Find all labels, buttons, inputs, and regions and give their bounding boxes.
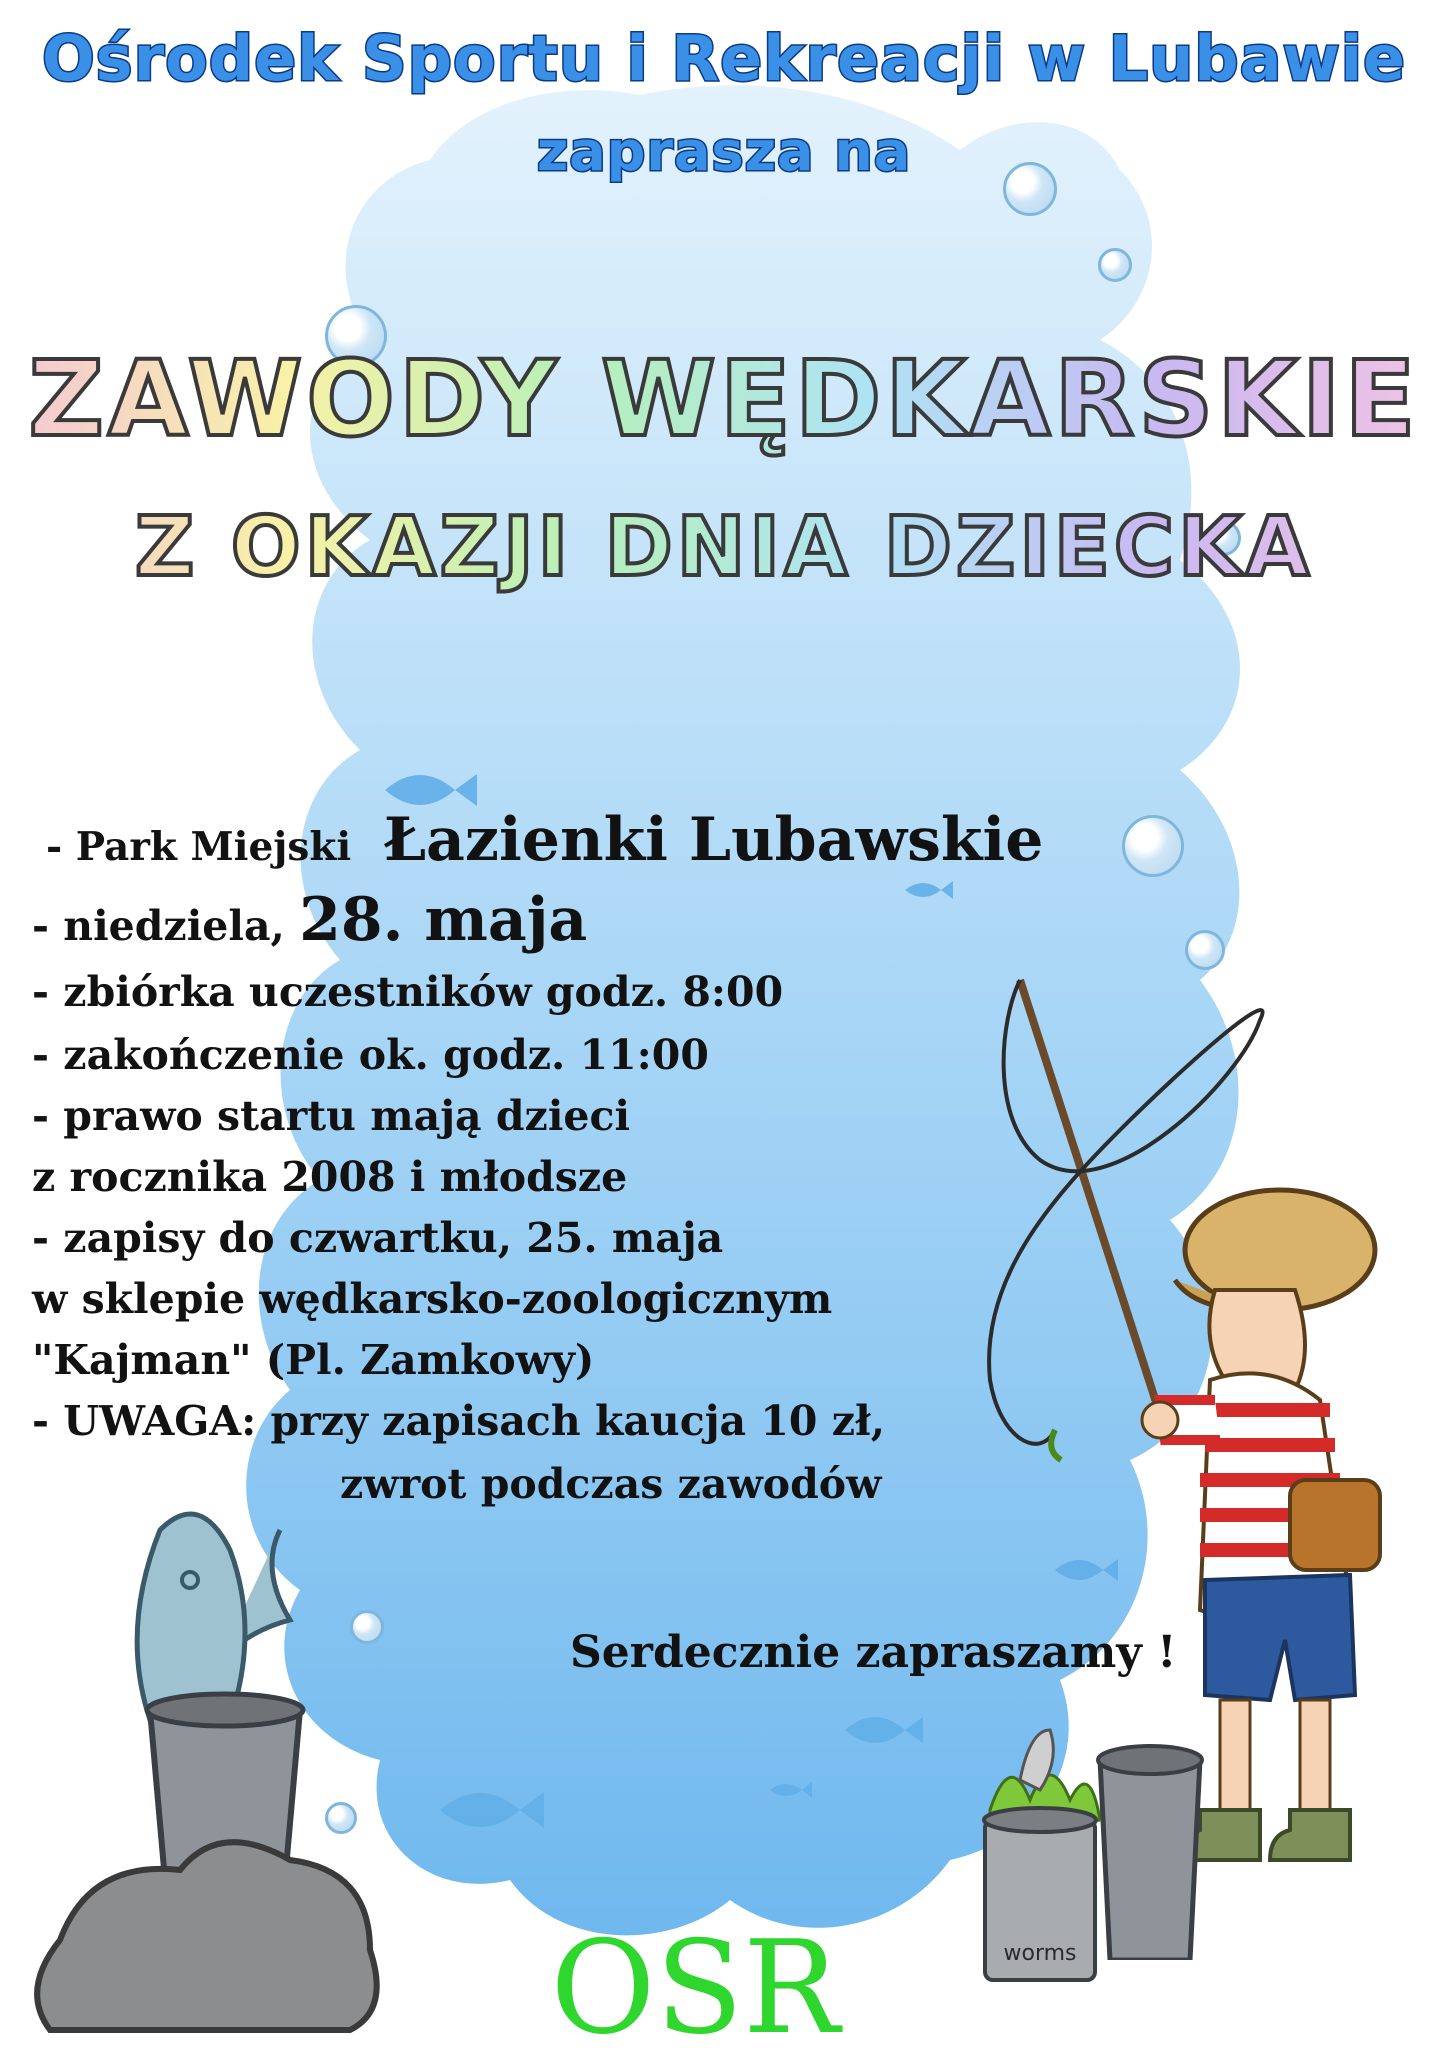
eligibility-line-1: - prawo startu mają dzieci [32, 1092, 631, 1140]
date-prefix: - niedziela, [32, 902, 285, 950]
location-line [46, 805, 1044, 875]
event-title: ZAWODY WĘDKARSKIE [0, 338, 1448, 460]
registration-line-1: - zapisy do czwartku, 25. maja [32, 1214, 724, 1262]
worms-can-illustration [960, 1720, 1130, 1990]
osr-logo-text: OSR [550, 1920, 840, 2040]
eligibility-line-2: z rocznika 2008 i młodsze [32, 1153, 628, 1201]
osr-logo [540, 1920, 850, 2040]
date-line [32, 885, 588, 955]
organizer-heading: Ośrodek Sportu i Rekreacji w Lubawie [41, 22, 1407, 95]
note-line-1: - UWAGA: przy zapisach kaucja 10 zł, [32, 1397, 886, 1445]
fish-bucket-illustration [20, 1470, 380, 2040]
gathering-time: - zbiórka uczestników godz. 8:00 [32, 968, 784, 1016]
closing-invitation: Serdecznie zapraszamy ! [570, 1627, 1177, 1678]
worms-can-label: worms [1003, 1941, 1077, 1966]
bubble [1098, 248, 1132, 282]
invites-subheading: zaprasza na [536, 120, 912, 183]
location-name: Łazienki Lubawskie [383, 805, 1044, 875]
registration-line-2: w sklepie wędkarsko-zoologicznym [32, 1275, 833, 1323]
registration-line-3: "Kajman" (Pl. Zamkowy) [32, 1336, 595, 1384]
location-prefix: - Park Miejski [46, 824, 352, 870]
date-value: 28. maja [299, 885, 588, 955]
event-subtitle: Z OKAZJI DNIA DZIECKA [0, 500, 1448, 595]
note-line-2: zwrot podczas zawodów [340, 1460, 882, 1508]
ending-time: - zakończenie ok. godz. 11:00 [32, 1031, 709, 1079]
bubble [1122, 815, 1184, 877]
